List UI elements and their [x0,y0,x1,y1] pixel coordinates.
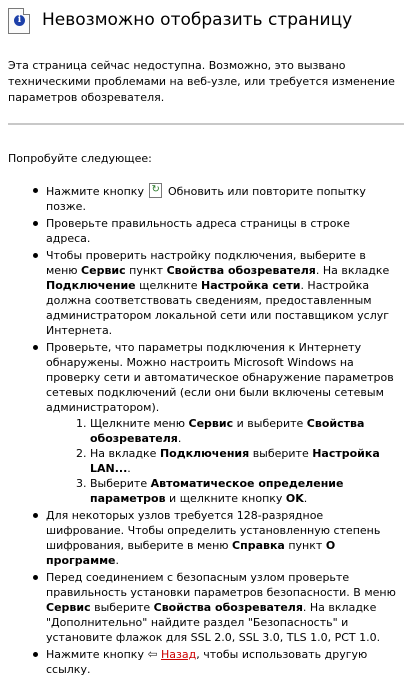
back-arrow-icon[interactable]: ⇦ [147,647,158,661]
tips-list [0,183,396,679]
tip-connection: Чтобы проверить настройку подключения, выберите в меню Сервис пункт Свойства обозревателя. На вкладке Подключение щелкните Настройка сети. Настройка должна соответствовать сведениям, предоставленным администратором локальной сети или поставщиком услуг Интернета. [0,248,396,338]
back-link[interactable]: Назад [161,648,197,661]
tip-refresh: Нажмите кнопку ↻ Обновить или повторите попытку позже. [0,183,396,214]
tip-encryption: Для некоторых узлов требуется 128-разрядное шифрование. Чтобы определить установленную степень шифрования, выберите в меню Справка пункт О программе. [0,508,396,568]
detect-steps [46,416,396,506]
step-3: 3. Выберите Автоматическое определение параметров и щелкните кнопку OK. [90,476,396,506]
try-heading: Попробуйте следующее: [8,152,152,165]
page-title: Невозможно отобразить страницу [42,10,353,30]
intro-text: Эта страница сейчас недоступна. Возможно, это вызвано техническими проблемами на веб-узле, или требуется изменение параметров обозревателя. [8,59,395,104]
tip-detect-settings: Проверьте, что параметры подключения к Интернету обнаружены. Можно настроить Microsoft Windows на проверку сети и автоматическое обнаружение параметров сетевых подключений (если они были включены сетевым администратором). 1. Щелкните меню Сервис и выберите Свойства обозревателя. 2. На вкладке Подключения выберите Настройка LAN.... 3. Выберите Автоматическое определение параметров и щелкните кнопку OK. [0,340,396,506]
refresh-icon[interactable] [149,183,162,198]
step-2: 2. На вкладке Подключения выберите Настройка LAN.... [90,446,396,476]
divider [8,123,404,125]
info-icon: i [8,8,30,34]
step-1: 1. Щелкните меню Сервис и выберите Свойства обозревателя. [90,416,396,446]
tip-check-address: Проверьте правильность адреса страницы в строке адреса. [0,216,396,246]
page-header [8,8,404,36]
tip-security: Перед соединением с безопасным узлом проверьте правильность установки параметров безопасности. В меню Сервис выберите Свойства обозревателя. На вкладке "Дополнительно" найдите раздел "Безопасность" и установите флажок для SSL 2.0, SSL 3.0, TLS 1.0, PCT 1.0. [0,570,396,645]
tip-back: Нажмите кнопку ⇦ Назад, чтобы использовать другую ссылку. [0,647,396,677]
